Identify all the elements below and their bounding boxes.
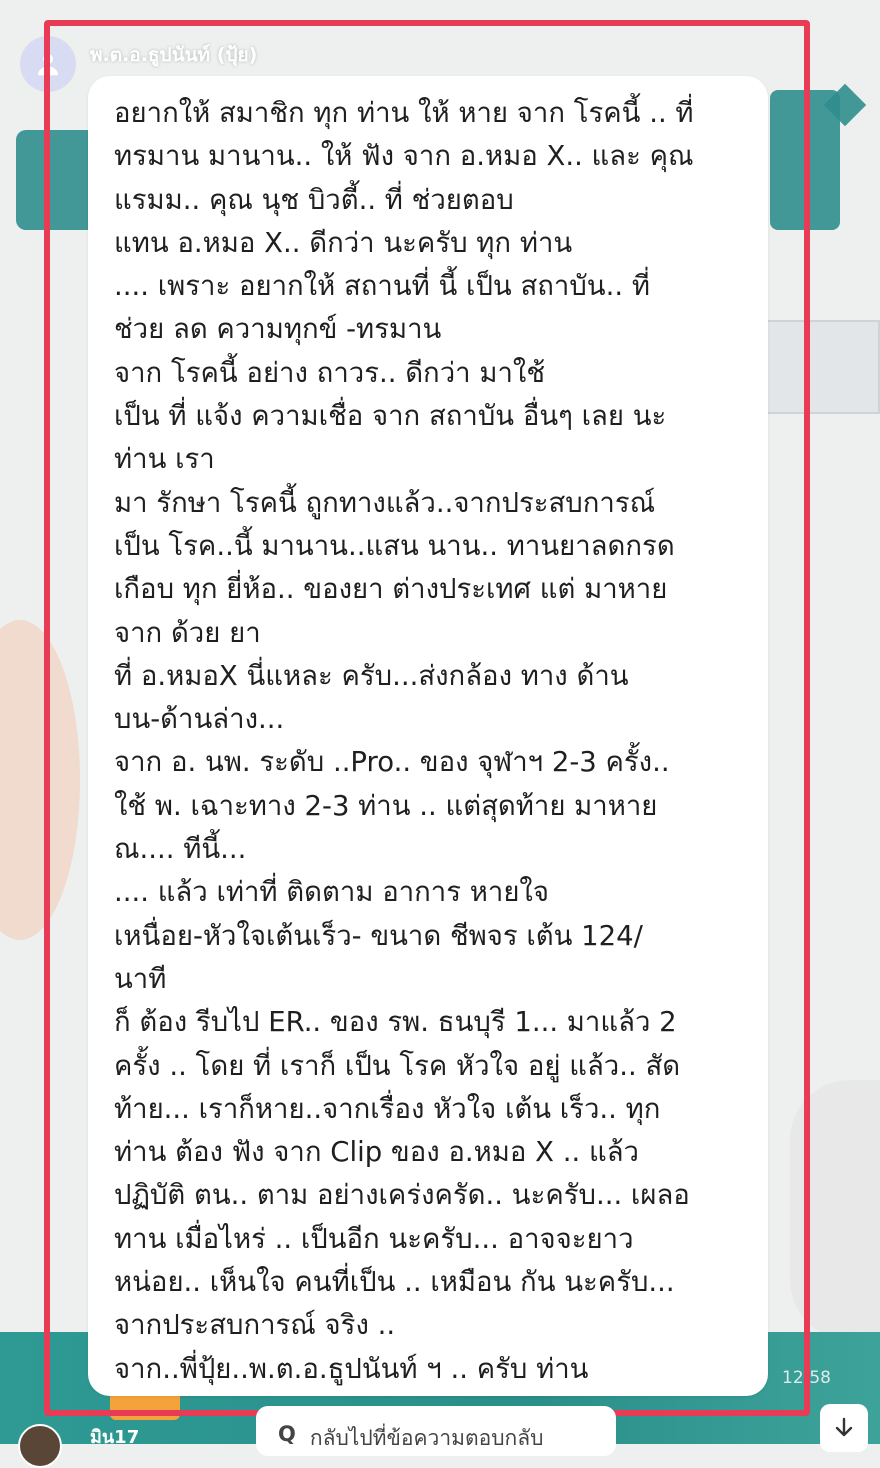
message-line: เหนื่อย-หัวใจเต้นเร็ว- ขนาด ชีพจร เต้น 124/ <box>114 919 643 952</box>
background-figure <box>790 1080 880 1340</box>
message-line: เป็น โรค..นี้ มานาน..แสน นาน.. ทานยาลดกรด <box>114 529 675 562</box>
message-line: ปฏิบัติ ตน.. ตาม อย่างเคร่งครัด.. นะครับ... เผลอ <box>114 1179 690 1212</box>
sender-avatar[interactable] <box>20 36 76 92</box>
message-line: ใช้ พ. เฉาะทาง 2-3 ท่าน .. แต่สุดท้าย มาหาย <box>114 789 658 822</box>
message-line: จาก โรคนี้ อย่าง ถาวร.. ดีกว่า มาใช้ <box>114 356 545 389</box>
message-line: จาก..พี่ปุ้ย..พ.ต.อ.ธูปนันท์ ฯ .. ครับ ท่าน <box>114 1352 589 1385</box>
sender-name[interactable]: พ.ต.อ.ธูปนันท์ (ปุ้ย) <box>90 44 258 66</box>
scroll-down-button[interactable] <box>820 1404 868 1452</box>
next-sender-avatar[interactable] <box>18 1424 62 1468</box>
message-line: ทรมาน มานาน.. ให้ ฟัง จาก อ.หมอ X.. และ คุณ <box>114 140 694 173</box>
message-line: อยากให้ สมาชิก ทุก ท่าน ให้ หาย จาก โรคนี้ .. ที่ <box>114 97 694 129</box>
message-timestamp: 12:58 <box>782 1368 831 1388</box>
message-line: ครั้ง .. โดย ที่ เราก็ เป็น โรค หัวใจ อยู่ แล้ว.. สัด <box>114 1049 681 1082</box>
message-line: หน่อย.. เห็นใจ คนที่เป็น .. เหมือน กัน นะครับ... <box>114 1266 675 1299</box>
message-line: ก็ ต้อง รีบไป ER.. ของ รพ. ธนบุรี 1... มาแล้ว 2 <box>114 1006 677 1039</box>
jump-to-reply-label: กลับไปที่ข้อความตอบกลับ <box>309 1426 544 1450</box>
message-line: ท้าย... เราก็หาย..จากเรื่อง หัวใจ เต้น เร็ว.. ทุก <box>114 1092 661 1125</box>
arrow-down-icon <box>832 1416 856 1440</box>
message-line: ท่าน เรา <box>114 443 215 476</box>
message-line: จาก ด้วย ยา <box>114 616 261 649</box>
message-line: ณ.... ทีนี้... <box>114 833 247 866</box>
message-line: เกือบ ทุก ยี่ห้อ.. ของยา ต่างประเทศ แต่ มาหาย <box>114 573 668 606</box>
message-line: จาก อ. นพ. ระดับ ..Pro.. ของ จุฬาฯ 2-3 ครั้ง.. <box>114 746 670 779</box>
message-line: ช่วย ลด ความทุกข์ -ทรมาน <box>114 313 442 346</box>
message-text <box>114 92 754 1391</box>
background-card <box>766 320 880 414</box>
message-line: .... เพราะ อยากให้ สถานที่ นี้ เป็น สถาบัน.. ที่ <box>114 270 650 303</box>
message-line: เป็น ที่ แจ้ง ความเชื่อ จาก สถาบัน อื่นๆ เลย นะ <box>114 400 667 433</box>
message-line: .... แล้ว เท่าที่ ติดตาม อาการ หายใจ <box>114 876 549 909</box>
background-person <box>0 620 80 940</box>
jump-to-reply-button[interactable] <box>256 1406 616 1456</box>
message-line: บน-ด้านล่าง... <box>114 703 285 736</box>
user-icon <box>33 49 63 79</box>
message-line: ที่ อ.หมอX นี่แหละ ครับ...ส่งกล้อง ทาง ด้าน <box>114 659 629 692</box>
message-line: แทน อ.หมอ X.. ดีกว่า นะครับ ทุก ท่าน <box>114 226 573 259</box>
message-line: ทาน เมื่อไหร่ .. เป็นอีก นะครับ... อาจจะยาว <box>114 1222 634 1255</box>
message-line: มา รักษา โรคนี้ ถูกทางแล้ว..จากประสบการณ์ <box>114 486 656 519</box>
message-line: จากประสบการณ์ จริง .. <box>114 1309 396 1342</box>
message-line: นาที <box>114 962 167 995</box>
message-line: ท่าน ต้อง ฟัง จาก Clip ของ อ.หมอ X .. แล้ว <box>114 1136 639 1169</box>
quote-icon: Q <box>278 1422 296 1446</box>
next-sender-name: มิน17 <box>90 1427 140 1448</box>
message-line: แรมม.. คุณ นุช บิวตี้.. ที่ ช่วยตอบ <box>114 183 514 216</box>
